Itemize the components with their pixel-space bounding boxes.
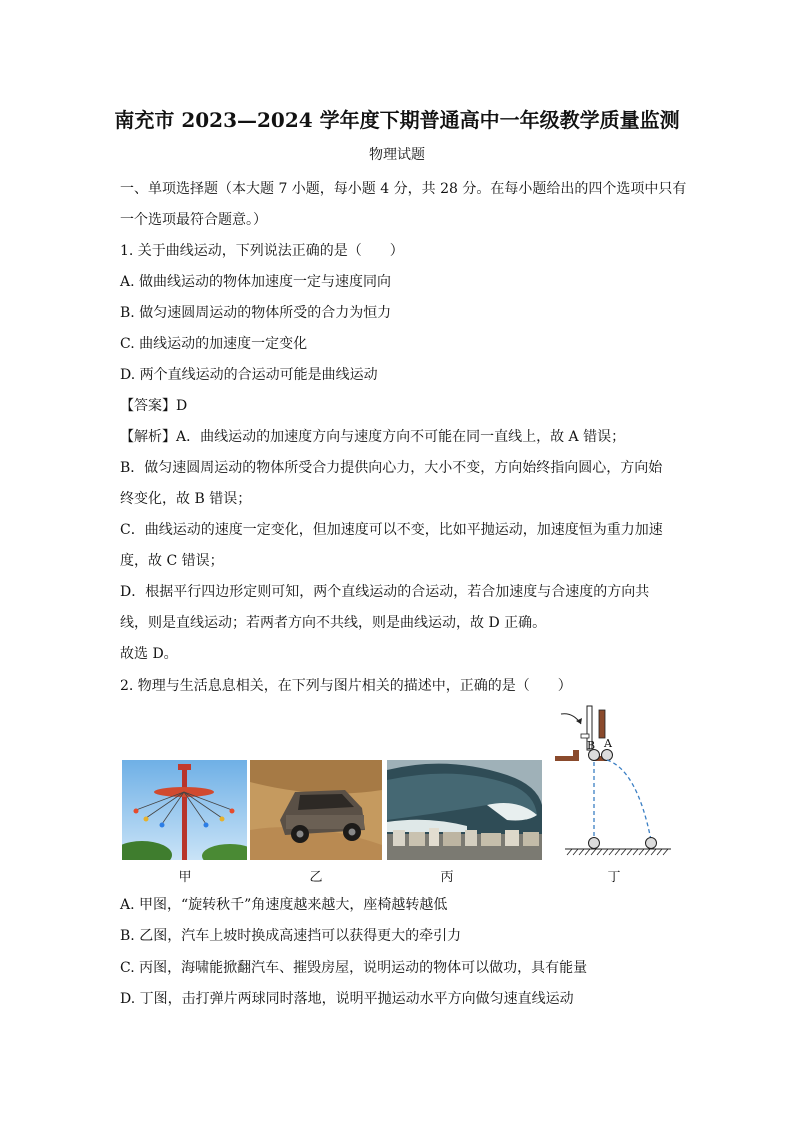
projectile-diagram bbox=[555, 700, 675, 860]
ball-a-label: A bbox=[604, 737, 612, 750]
q2-option-b: B. 乙图，汽车上坡时换成高速挡可以获得更大的牵引力 bbox=[120, 928, 462, 944]
page-title: 南充市 2023—2024 学年度下期普通高中一年级教学质量监测 bbox=[114, 108, 680, 132]
section-heading-line1: 一、单项选择题（本大题 7 小题，每小题 4 分，共 28 分。在每小题给出的四个选项中只有 bbox=[120, 181, 687, 197]
q1-analysis-line: C．曲线运动的速度一定变化，但加速度可以不变，比如平抛运动，加速度恒为重力加速 bbox=[120, 522, 663, 538]
q1-analysis-line: D．根据平行四边形定则可知，两个直线运动的合运动，若合加速度与合速度的方向共 bbox=[120, 584, 650, 600]
caption-bing: 丙 bbox=[440, 870, 454, 885]
q1-analysis-line: 线，则是直线运动；若两者方向不共线，则是曲线运动，故 D 正确。 bbox=[120, 615, 547, 631]
q1-option-d: D. 两个直线运动的合运动可能是曲线运动 bbox=[120, 367, 378, 383]
q1-option-c: C. 曲线运动的加速度一定变化 bbox=[120, 336, 308, 352]
q1-option-a: A. 做曲线运动的物体加速度一定与速度同向 bbox=[120, 274, 392, 290]
q2-option-d: D. 丁图，击打弹片两球同时落地，说明平抛运动水平方向做匀速直线运动 bbox=[120, 991, 574, 1007]
suv-photo bbox=[250, 760, 382, 860]
q1-analysis-line: B．做匀速圆周运动的物体所受合力提供向心力，大小不变，方向始终指向圆心，方向始 bbox=[120, 460, 663, 476]
caption-jia: 甲 bbox=[178, 870, 192, 885]
q1-analysis-line: 终变化，故 B 错误； bbox=[120, 491, 252, 507]
q1-analysis-line: 【解析】A．曲线运动的加速度方向与速度方向不可能在同一直线上，故 A 错误； bbox=[120, 429, 626, 445]
q2-stem: 2. 物理与生活息息相关，在下列与图片相关的描述中，正确的是（ ） bbox=[120, 678, 572, 694]
q1-stem: 1. 关于曲线运动，下列说法正确的是（ ） bbox=[120, 243, 404, 259]
q1-answer: 【答案】D bbox=[120, 398, 188, 414]
caption-yi: 乙 bbox=[309, 870, 323, 885]
q1-analysis-line: 故选 D。 bbox=[120, 646, 178, 662]
section-heading-line2: 一个选项最符合题意。） bbox=[120, 212, 267, 228]
q1-analysis-line: 度，故 C 错误； bbox=[120, 553, 224, 569]
q2-option-c: C. 丙图，海啸能掀翻汽车、摧毁房屋，说明运动的物体可以做功，具有能量 bbox=[120, 960, 588, 976]
ball-b-label: B bbox=[587, 739, 596, 752]
q2-option-a: A. 甲图，“旋转秋千”角速度越来越大，座椅越转越低 bbox=[120, 897, 448, 913]
page-subtitle: 物理试题 bbox=[369, 147, 425, 163]
caption-ding: 丁 bbox=[607, 870, 621, 885]
q1-option-b: B. 做匀速圆周运动的物体所受的合力为恒力 bbox=[120, 305, 392, 321]
tsunami-photo bbox=[387, 760, 542, 860]
swing-ride-photo bbox=[122, 760, 247, 860]
